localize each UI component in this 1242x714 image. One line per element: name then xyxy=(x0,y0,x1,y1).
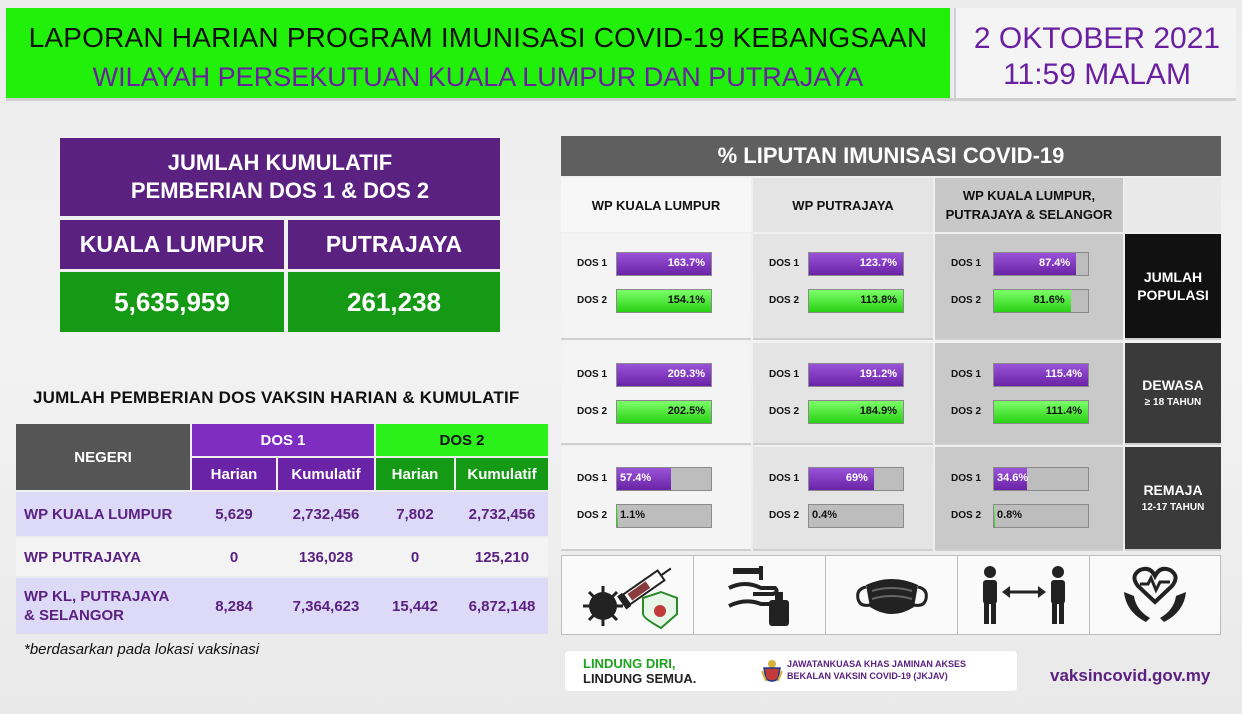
coverage-bar-value: 191.2% xyxy=(859,368,897,380)
committee-name xyxy=(787,658,966,682)
date-panel xyxy=(954,8,1236,98)
dose-label: DOS 2 xyxy=(577,295,608,306)
group-name: REMAJA xyxy=(1143,482,1203,498)
coverage-cell-kl xyxy=(561,234,751,340)
cumulative-title-line1: JUMLAH KUMULATIF xyxy=(167,150,393,175)
coverage-bar xyxy=(617,505,618,527)
coverage-bar-track xyxy=(808,289,904,313)
table-header-dos1: DOS 1 xyxy=(192,424,374,456)
icon-strip xyxy=(561,555,1221,635)
dose-label: DOS 1 xyxy=(951,258,982,269)
dose-label: DOS 2 xyxy=(951,295,982,306)
group-name: DEWASA xyxy=(1142,377,1204,393)
coverage-bar-track xyxy=(616,363,712,387)
table-row xyxy=(16,578,548,634)
cell-d1-kumulatif: 2,732,456 xyxy=(292,505,360,523)
cell-d1-kumulatif: 136,028 xyxy=(298,548,354,566)
cumulative-title-line2: PEMBERIAN DOS 1 & DOS 2 xyxy=(130,178,430,203)
coverage-bar-value: 184.9% xyxy=(859,405,897,417)
coverage-bar-value: 69% xyxy=(845,472,868,484)
coverage-bar-track xyxy=(993,504,1089,528)
coverage-bar-value: 209.3% xyxy=(667,368,705,380)
table-subheader-d2-kumulatif: Kumulatif xyxy=(456,458,548,490)
coverage-cell-kl xyxy=(561,447,751,551)
dose-label: DOS 2 xyxy=(769,295,800,306)
cell-d2-kumulatif: 2,732,456 xyxy=(468,505,536,523)
dose-label: DOS 1 xyxy=(951,473,982,484)
cumulative-title xyxy=(60,138,500,216)
dose-label: DOS 2 xyxy=(769,406,800,417)
coverage-bar-value: 202.5% xyxy=(667,405,705,417)
coverage-bar-value: 154.1% xyxy=(667,294,705,306)
slogan-line2: LINDUNG SEMUA. xyxy=(583,671,697,686)
cumulative-pj-value: 261,238 xyxy=(288,272,500,332)
coverage-col-blank xyxy=(1125,178,1221,232)
coverage-bar-value: 115.4% xyxy=(1045,368,1082,380)
row-label-line2: & SELANGOR xyxy=(24,607,125,624)
coverage-cell-all xyxy=(935,234,1123,340)
hand-wash-icon xyxy=(694,556,826,634)
coverage-bar xyxy=(994,505,995,527)
coverage-cell-all xyxy=(935,343,1123,445)
row-label xyxy=(16,578,190,634)
dose-label: DOS 1 xyxy=(951,369,982,380)
coverage-bar-track xyxy=(616,289,712,313)
cumulative-kl-value: 5,635,959 xyxy=(60,272,284,332)
physical-distance-icon xyxy=(958,556,1090,634)
dose-label: DOS 2 xyxy=(769,510,800,521)
coverage-col-pj: WP PUTRAJAYA xyxy=(753,178,933,232)
coverage-cell-pj xyxy=(753,234,933,340)
cell-d1-harian: 0 xyxy=(229,548,239,566)
vaccine-virus-shield-icon xyxy=(562,556,694,634)
coverage-bar-track xyxy=(993,467,1089,491)
table-subheader-d2-harian: Harian xyxy=(376,458,454,490)
coat-of-arms-icon xyxy=(761,659,783,688)
care-heart-hands-icon xyxy=(1090,556,1220,634)
table-subheader-d1-harian: Harian xyxy=(192,458,276,490)
row-label-line1: WP KL, PUTRAJAYA xyxy=(24,588,170,605)
dose-label: DOS 1 xyxy=(769,369,800,380)
group-subname: POPULASI xyxy=(1137,287,1209,303)
slogan-line1: LINDUNG DIRI, xyxy=(583,656,676,671)
coverage-bar-value: 87.4% xyxy=(1038,257,1071,269)
coverage-title: % LIPUTAN IMUNISASI COVID-19 xyxy=(561,136,1221,176)
table-header-dos2: DOS 2 xyxy=(376,424,548,456)
coverage-bar-track xyxy=(616,400,712,424)
coverage-bar-value: 81.6% xyxy=(1033,294,1065,306)
cell-d2-harian: 0 xyxy=(410,548,420,566)
website-link[interactable]: vaksincovid.gov.my xyxy=(1050,666,1211,685)
coverage-col-all-line1: WP KUALA LUMPUR, xyxy=(962,188,1096,203)
coverage-bar-track xyxy=(993,289,1089,313)
coverage-bar-value: 113.8% xyxy=(860,294,897,306)
coverage-bar-track xyxy=(808,467,904,491)
group-name: JUMLAH xyxy=(1143,269,1203,285)
row-label: WP PUTRAJAYA xyxy=(24,548,141,566)
cell-d1-harian: 8,284 xyxy=(215,597,253,615)
committee-line2: BEKALAN VAKSIN COVID-19 (JKJAV) xyxy=(787,671,948,681)
coverage-bar-value: 1.1% xyxy=(620,509,646,521)
table-header-negeri: NEGERI xyxy=(16,424,190,490)
cell-d1-harian: 5,629 xyxy=(215,505,253,523)
table-row xyxy=(16,538,548,576)
dose-label: DOS 1 xyxy=(769,473,800,484)
row-label: WP KUALA LUMPUR xyxy=(24,505,173,523)
coverage-cell-pj xyxy=(753,447,933,551)
coverage-group-label xyxy=(1125,447,1221,551)
face-mask-icon xyxy=(826,556,958,634)
daily-table-title: JUMLAH PEMBERIAN DOS VAKSIN HARIAN & KUMULATIF xyxy=(33,388,520,407)
cell-d2-kumulatif: 125,210 xyxy=(474,548,530,566)
coverage-bar-track xyxy=(616,504,712,528)
committee-line1: JAWATANKUASA KHAS JAMINAN AKSES xyxy=(787,659,967,669)
coverage-bar-track xyxy=(616,252,712,276)
group-subname: ≥ 18 TAHUN xyxy=(1144,397,1202,408)
group-subname: 12-17 TAHUN xyxy=(1141,502,1205,513)
coverage-bar-value: 57.4% xyxy=(620,472,652,484)
coverage-bar-track xyxy=(808,252,904,276)
cell-d2-kumulatif: 6,872,148 xyxy=(468,597,536,615)
coverage-group-label xyxy=(1125,343,1221,445)
coverage-group-label xyxy=(1125,234,1221,340)
coverage-bar-track xyxy=(808,504,904,528)
coverage-cell-kl xyxy=(561,343,751,445)
coverage-bar-track xyxy=(808,400,904,424)
coverage-bar-track xyxy=(993,363,1089,387)
coverage-col-kl: WP KUALA LUMPUR xyxy=(561,178,751,232)
cell-d1-kumulatif: 7,364,623 xyxy=(292,597,360,615)
dose-label: DOS 2 xyxy=(577,510,608,521)
table-row xyxy=(16,492,548,536)
coverage-bar-track xyxy=(616,467,712,491)
report-date: 2 OKTOBER 2021 xyxy=(973,22,1221,55)
header-divider xyxy=(6,98,1236,101)
footnote: *berdasarkan pada lokasi vaksinasi xyxy=(24,641,260,658)
coverage-bar-value: 34.6% xyxy=(997,472,1029,484)
coverage-col-all xyxy=(935,178,1123,232)
dose-label: DOS 1 xyxy=(577,473,608,484)
cell-d2-harian: 7,802 xyxy=(396,505,434,523)
coverage-bar-value: 163.7% xyxy=(667,257,705,269)
report-time: 11:59 MALAM xyxy=(1003,58,1191,91)
table-subheader-d1-kumulatif: Kumulatif xyxy=(278,458,374,490)
dose-label: DOS 1 xyxy=(577,369,608,380)
coverage-bar-track xyxy=(993,400,1089,424)
coverage-cell-all xyxy=(935,447,1123,551)
dose-label: DOS 1 xyxy=(577,258,608,269)
page-subtitle: WILAYAH PERSEKUTUAN KUALA LUMPUR DAN PUTRAJAYA xyxy=(92,62,864,92)
coverage-bar-track xyxy=(993,252,1089,276)
cell-d2-harian: 15,442 xyxy=(392,597,438,615)
coverage-bar-value: 123.7% xyxy=(859,257,897,269)
coverage-bar-track xyxy=(808,363,904,387)
coverage-cell-pj xyxy=(753,343,933,445)
coverage-bar-value: 111.4% xyxy=(1045,405,1082,417)
coverage-bar-value: 0.4% xyxy=(812,509,838,521)
dose-label: DOS 2 xyxy=(577,406,608,417)
coverage-bar-value: 0.8% xyxy=(997,509,1023,521)
footer-logo-box xyxy=(565,651,1017,691)
header-banner xyxy=(6,8,950,98)
cumulative-kl-label: KUALA LUMPUR xyxy=(60,220,284,269)
dose-label: DOS 2 xyxy=(951,406,982,417)
page-title: LAPORAN HARIAN PROGRAM IMUNISASI COVID-19 KEBANGSAAN xyxy=(28,22,928,53)
dose-label: DOS 2 xyxy=(951,510,982,521)
cumulative-pj-label: PUTRAJAYA xyxy=(288,220,500,269)
dose-label: DOS 1 xyxy=(769,258,800,269)
coverage-col-all-line2: PUTRAJAYA & SELANGOR xyxy=(945,207,1113,222)
